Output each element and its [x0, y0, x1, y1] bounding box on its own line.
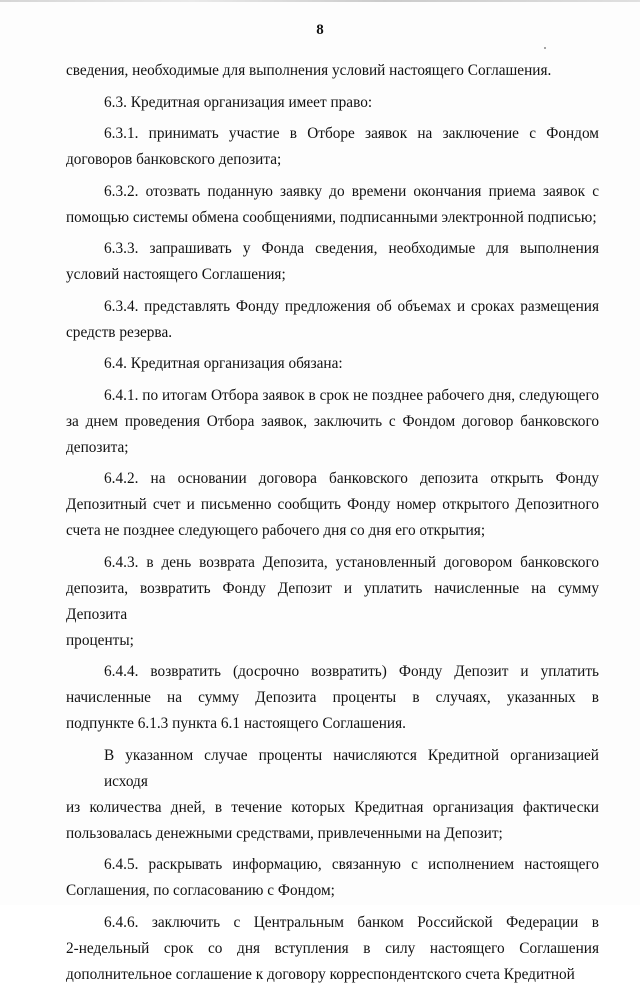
text-line: дополнительное соглашение к договору корреспондентского счета Кредитной	[66, 965, 575, 983]
text-line: счета не позднее следующего рабочего дня со дня его открытия;	[66, 522, 486, 539]
text-line: депозита, возвратить Фонду Депозит и уплатить начисленные на сумму Депозита	[66, 579, 599, 623]
text-line: 6.4.3. в день возврата Депозита, установленный договором банковского	[104, 553, 599, 571]
paragraph-p9	[66, 550, 599, 654]
text-line: средств резерва.	[66, 323, 173, 341]
text-line: 6.4.4. возвратить (досрочно возвратить) Фонду Депозит и уплатить	[104, 663, 599, 680]
text-line: 6.3.4. представлять Фонду предложения об объемах и сроках размещения	[104, 297, 599, 315]
text-line: Соглашения, по согласованию с Фондом;	[66, 882, 335, 899]
paragraph-p0	[66, 58, 599, 84]
document-body	[66, 58, 599, 988]
text-line: условий настоящего Соглашения;	[66, 266, 286, 283]
text-line: из количества дней, в течение которых Кредитная организация фактически	[66, 798, 599, 816]
paragraph-p7	[66, 383, 599, 461]
text-line: 6.4.6. заключить с Центральным банком Российской Федерации в	[104, 913, 599, 931]
text-line: пользовалась денежными средствами, привлеченными на Депозит;	[66, 824, 503, 842]
paragraph-p13	[66, 910, 599, 988]
paragraph-p2	[66, 121, 599, 173]
scan-speck	[544, 47, 546, 49]
text-line: подпункте 6.1.3 пункта 6.1 настоящего Соглашения.	[66, 715, 406, 732]
paragraph-p11	[66, 743, 599, 847]
scan-top-edge	[0, 0, 640, 2]
paragraph-p1	[66, 90, 599, 116]
text-line: 6.4.2. на основании договора банковского депозита открыть Фонду	[104, 470, 599, 487]
text-line: депозита;	[66, 438, 129, 456]
paragraph-p10	[66, 659, 599, 737]
text-line: 2-недельный срок со дня вступления в силу настоящего Соглашения	[66, 939, 599, 957]
paragraph-p6	[66, 351, 599, 377]
paragraph-p5	[66, 294, 599, 346]
paragraph-p4	[66, 236, 599, 288]
text-line: 6.4.1. по итогам Отбора заявок в срок не позднее рабочего дня, следующего	[104, 386, 599, 404]
paragraph-p12	[66, 852, 599, 904]
text-line: за днем проведения Отбора заявок, заключить с Фондом договор банковского	[66, 412, 599, 430]
text-line: 6.3.3. запрашивать у Фонда сведения, необходимые для выполнения	[104, 240, 599, 257]
text-line: договоров банковского депозита;	[66, 151, 282, 168]
text-line: проценты;	[66, 631, 134, 649]
paragraph-p3	[66, 179, 599, 231]
text-line: помощью системы обмена сообщениями, подписанными электронной подписью;	[66, 208, 597, 226]
text-line: начисленные на сумму Депозита проценты в случаях, указанных в	[66, 689, 599, 706]
text-line: Депозитный счет и письменно сообщить Фонду номер открытого Депозитного	[66, 496, 599, 513]
text-line: 6.3.2. отозвать поданную заявку до времени окончания приема заявок с	[104, 182, 599, 200]
text-line: 6.3.1. принимать участие в Отборе заявок на заключение с Фондом	[104, 125, 599, 142]
text-line: 6.3. Кредитная организация имеет право:	[104, 93, 373, 111]
page-number: 8	[316, 22, 324, 38]
text-line: 6.4. Кредитная организация обязана:	[104, 355, 343, 372]
text-line: сведения, необходимые для выполнения условий настоящего Соглашения.	[66, 62, 552, 79]
text-line: 6.4.5. раскрывать информацию, связанную с исполнением настоящего	[104, 856, 599, 873]
paragraph-p8	[66, 466, 599, 544]
text-line: В указанном случае проценты начисляются Кредитной организацией исходя	[104, 746, 599, 790]
